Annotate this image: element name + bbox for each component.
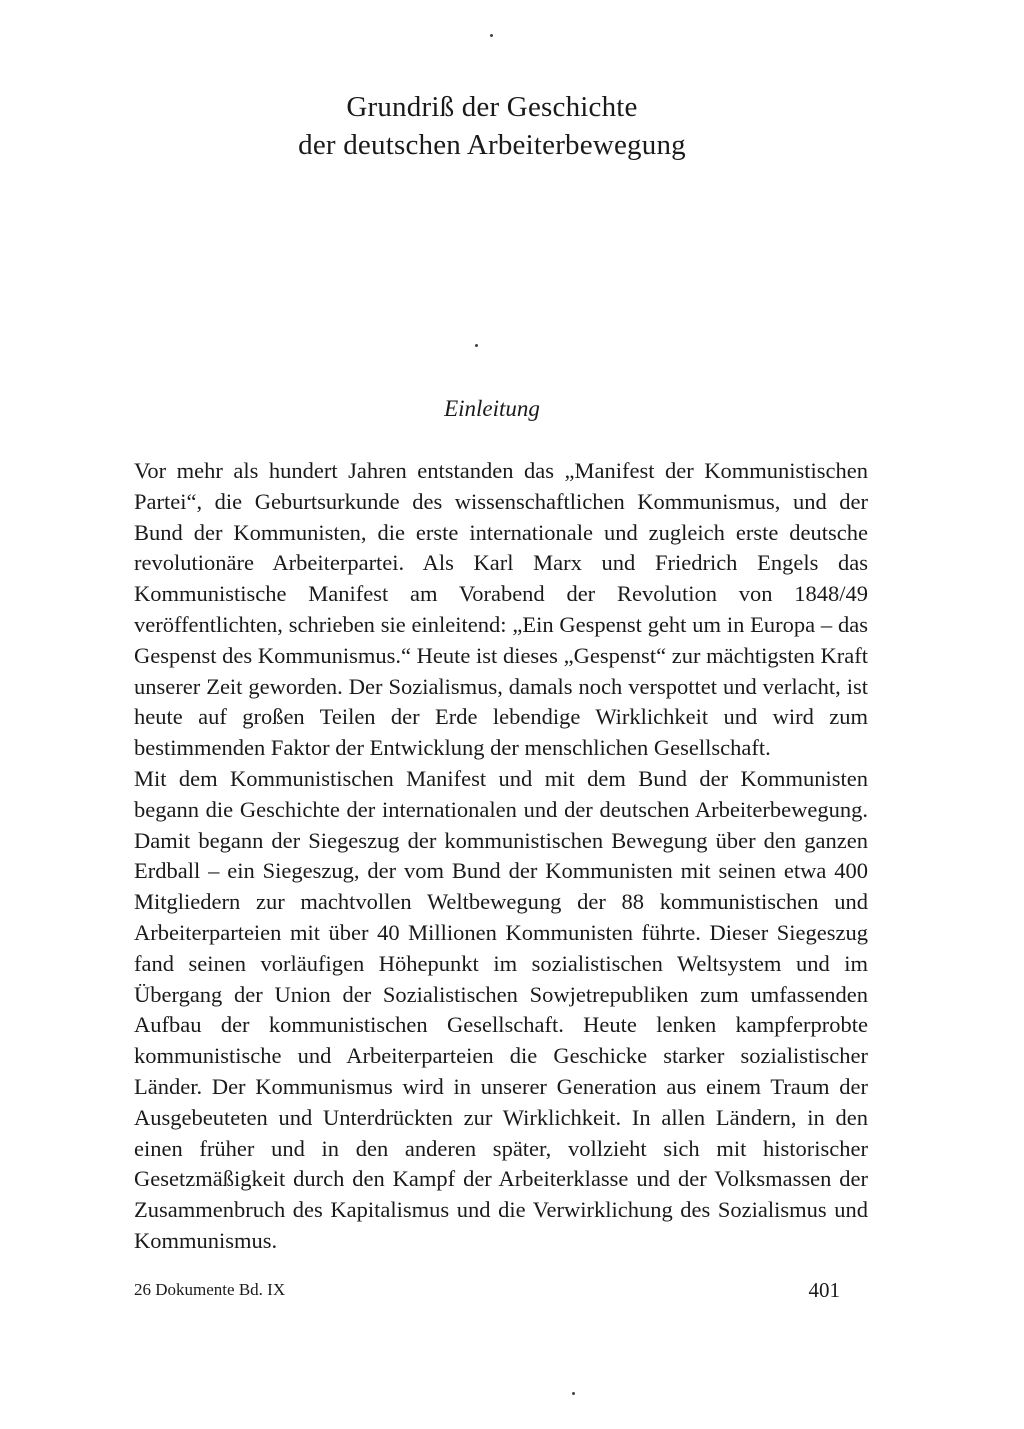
title-line-2: der deutschen Arbeiterbewegung: [298, 129, 686, 161]
paragraph: Vor mehr als hundert Jahren entstanden das „Manifest der Kommunistischen Partei“, die Geburtsurkunde des wissenschaftlichen Kommunismus, und der Bund der Kommunisten, die erste internationale und zugleich erste deutsche revolutionäre Arbeiterpartei. Als Karl Marx und Friedrich Engels das Kommunistische Manifest am Vorabend der Revolution von 1848/49 veröffentlichten, schrieben sie einleitend: „Ein Gespenst geht um in Europa – das Gespenst des Kommunismus.“ Heute ist dieses „Gespenst“ zur mächtigsten Kraft unserer Zeit geworden. Der Sozialismus, damals noch verspottet und verlacht, ist heute auf großen Teilen der Erde lebendige Wirklichkeit und wird zum bestimmenden Faktor der Entwicklung der menschlichen Gesellschaft.: [134, 458, 868, 761]
document-title: [0, 88, 984, 164]
footer-signature: 26 Dokumente Bd. IX: [134, 1280, 286, 1299]
body-text: [134, 456, 868, 1257]
page-number: 401: [808, 1278, 840, 1302]
print-speck: [475, 344, 478, 347]
print-speck: [490, 34, 493, 37]
title-line-1: Grundriß der Geschichte: [346, 91, 638, 123]
print-speck: [572, 1392, 575, 1395]
paragraph: Mit dem Kommunistischen Manifest und mit dem Bund der Kommunisten begann die Geschichte der internationalen und der deutschen Arbeiterbewegung. Damit begann der Siegeszug der kommunistischen Bewegung über den ganzen Erdball – ein Siegeszug, der vom Bund der Kommunisten mit seinen etwa 400 Mitgliedern zur machtvollen Weltbewegung der 88 kommunistischen und Arbeiterparteien mit über 40 Millionen Kommunisten führte. Dieser Siegeszug fand seinen vorläufigen Höhepunkt im sozialistischen Weltsystem und im Übergang der Union der Sozialistischen Sowjetrepubliken zum umfassenden Aufbau der kommunistischen Gesellschaft. Heute lenken kampferprobte kommunistische und Arbeiterparteien die Geschicke starker sozialistischer Länder. Der Kommunismus wird in unserer Generation aus einem Traum der Ausgebeuteten und Unterdrückten zur Wirklichkeit. In allen Ländern, in den einen früher und in den anderen später, vollzieht sich mit historischer Gesetzmäßigkeit durch den Kampf der Arbeiterklasse und der Volksmassen der Zusammenbruch des Kapitalismus und die Verwirklichung des Sozialismus und Kommunismus.: [134, 765, 868, 1253]
section-heading: Einleitung: [444, 396, 540, 421]
